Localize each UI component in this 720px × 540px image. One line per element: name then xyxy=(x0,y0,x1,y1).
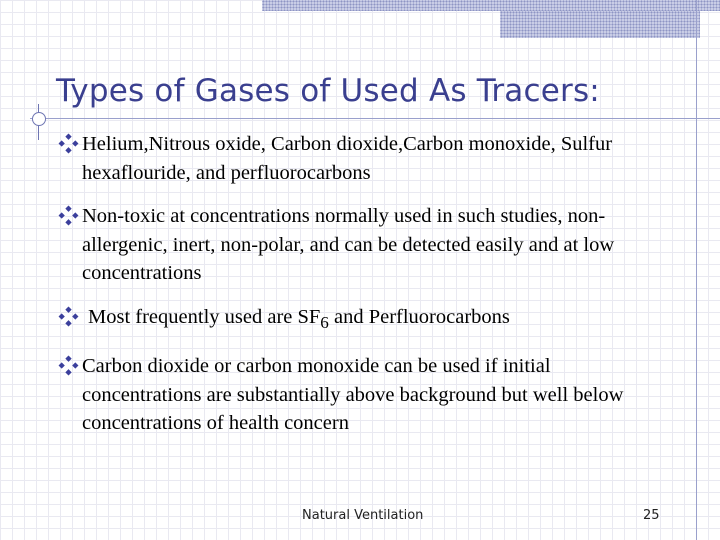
bullet-text xyxy=(82,305,510,332)
bullet-list xyxy=(58,130,658,453)
bullet-text-before: Most frequently used are SF xyxy=(88,305,321,328)
bullet-item xyxy=(58,130,658,187)
right-vertical-rule xyxy=(696,0,697,540)
sf6-subscript: 6 xyxy=(320,312,329,332)
bullet-item xyxy=(58,352,658,438)
bullet-text-after: and Perfluorocarbons xyxy=(328,305,510,328)
top-right-decorative-block xyxy=(500,11,700,38)
page-number: 25 xyxy=(643,508,660,523)
top-decorative-band xyxy=(262,0,720,11)
crosshair-circle-icon xyxy=(32,112,46,126)
bullet-text: Carbon dioxide or carbon monoxide can be used if initial concentrations are substantially above background but well below concentrations of health concern xyxy=(82,355,624,435)
bullet-text: Non-toxic at concentrations normally used in such studies, non-allergenic, inert, non-polar, and can be detected easily and at low concentrations xyxy=(82,205,615,284)
bullet-item xyxy=(58,303,658,338)
diamond-quad-bullet-icon xyxy=(58,306,79,327)
bullet-item xyxy=(58,202,658,288)
diamond-quad-bullet-icon xyxy=(58,355,79,376)
diamond-quad-bullet-icon xyxy=(58,133,79,154)
title-underline-rule xyxy=(30,118,720,119)
bullet-text: Helium,Nitrous oxide, Carbon dioxide,Carbon monoxide, Sulfur hexaflouride, and perfluorocarbons xyxy=(82,133,613,184)
footer-title: Natural Ventilation xyxy=(302,508,424,523)
diamond-quad-bullet-icon xyxy=(58,205,79,226)
slide-title: Types of Gases of Used As Tracers: xyxy=(56,73,600,109)
